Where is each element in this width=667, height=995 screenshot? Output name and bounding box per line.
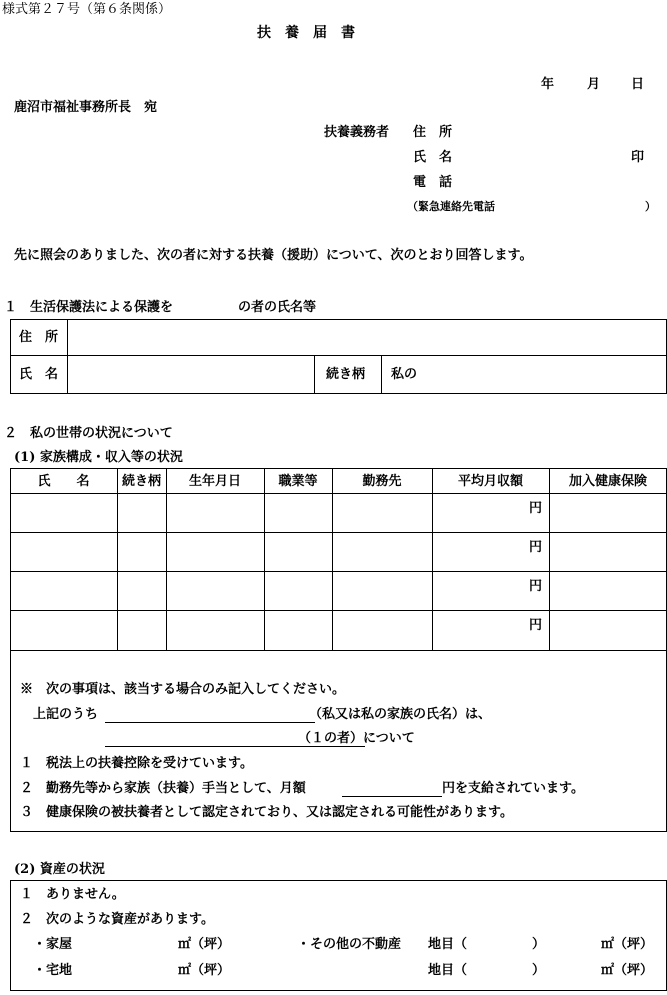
obligor-address-label: 住 所 — [413, 125, 453, 140]
asset-land-chimoku: 地目（ ） — [428, 963, 546, 978]
asset-land-unit2: ㎡（坪） — [601, 963, 654, 978]
asset-other: ・その他の不動産 — [297, 937, 402, 952]
assets-has: ２ 次のような資産があります。 — [20, 912, 214, 927]
note-item1: １ 税法上の扶養控除を受けています。 — [20, 756, 253, 771]
section1-name-label: 氏 名 — [19, 367, 59, 382]
asset-house: ・家屋 — [33, 937, 73, 952]
note-line1-pre: 上記のうち — [33, 707, 99, 722]
section1-heading-post: の者の氏名等 — [238, 300, 317, 315]
asset-house-unit: ㎡（坪） — [178, 937, 231, 952]
yen-row4: 円 — [529, 618, 543, 633]
assets-none: １ ありません。 — [20, 887, 125, 902]
note-title: ※ 次の事項は、該当する場合のみ記入してください。 — [20, 682, 346, 697]
yen-row1: 円 — [529, 501, 543, 516]
obligor-label: 扶養義務者 — [324, 125, 390, 140]
col-name: 氏 名 — [37, 474, 90, 489]
section1-relation-value: 私の — [391, 367, 418, 382]
intro-text: 先に照会のありました、次の者に対する扶養（援助）について、次のとおり回答します。 — [14, 248, 533, 263]
emergency-phone-close: ） — [645, 200, 656, 213]
obligor-name-label: 氏 名 — [413, 150, 453, 165]
note-item2-post: 円を支給されています。 — [442, 781, 584, 796]
page-title: 扶 養 届 書 — [257, 25, 355, 41]
col-income: 平均月収額 — [457, 474, 523, 489]
asset-other-chimoku: 地目（ ） — [428, 937, 546, 952]
section2-sub2: (2) 資産の状況 — [14, 862, 105, 877]
col-insurance: 加入健康保険 — [568, 474, 647, 489]
col-birthdate: 生年月日 — [188, 474, 241, 489]
section1-address-label: 住 所 — [19, 330, 59, 345]
date-day: 日 — [631, 77, 645, 92]
note-item3: ３ 健康保険の被扶養者として認定されており、又は認定される可能性があります。 — [20, 805, 513, 820]
section1-relation-label: 続き柄 — [326, 367, 366, 382]
col-workplace: 勤務先 — [362, 474, 402, 489]
date-month: 月 — [587, 77, 601, 92]
section1-heading-pre: １ 生活保護法による保護を — [4, 300, 174, 315]
date-year: 年 — [541, 77, 555, 92]
asset-land: ・宅地 — [33, 963, 73, 978]
emergency-phone-open: （緊急連絡先電話 — [407, 200, 495, 213]
section1-table — [10, 319, 667, 394]
asset-other-unit: ㎡（坪） — [601, 937, 654, 952]
form-label: 様式第２７号（第６条関係） — [2, 2, 172, 17]
asset-land-unit: ㎡（坪） — [178, 963, 231, 978]
note-line1-post: （私又は私の家族の氏名）は、 — [309, 707, 492, 722]
col-relation: 続き柄 — [121, 474, 161, 489]
col-occupation: 職業等 — [278, 474, 318, 489]
section2-sub1: (1) 家族構成・収入等の状況 — [14, 450, 183, 465]
note-item2: ２ 勤務先等から家族（扶養）手当として、月額 — [20, 781, 306, 796]
addressee: 鹿沼市福祉事務所長 宛 — [14, 100, 158, 115]
seal-mark: 印 — [631, 150, 645, 165]
yen-row2: 円 — [529, 540, 543, 555]
section2-heading: ２ 私の世帯の状況について — [4, 426, 173, 441]
obligor-phone-label: 電 話 — [413, 175, 453, 190]
note-line2: （１の者）について — [298, 731, 415, 746]
yen-row3: 円 — [529, 579, 543, 594]
